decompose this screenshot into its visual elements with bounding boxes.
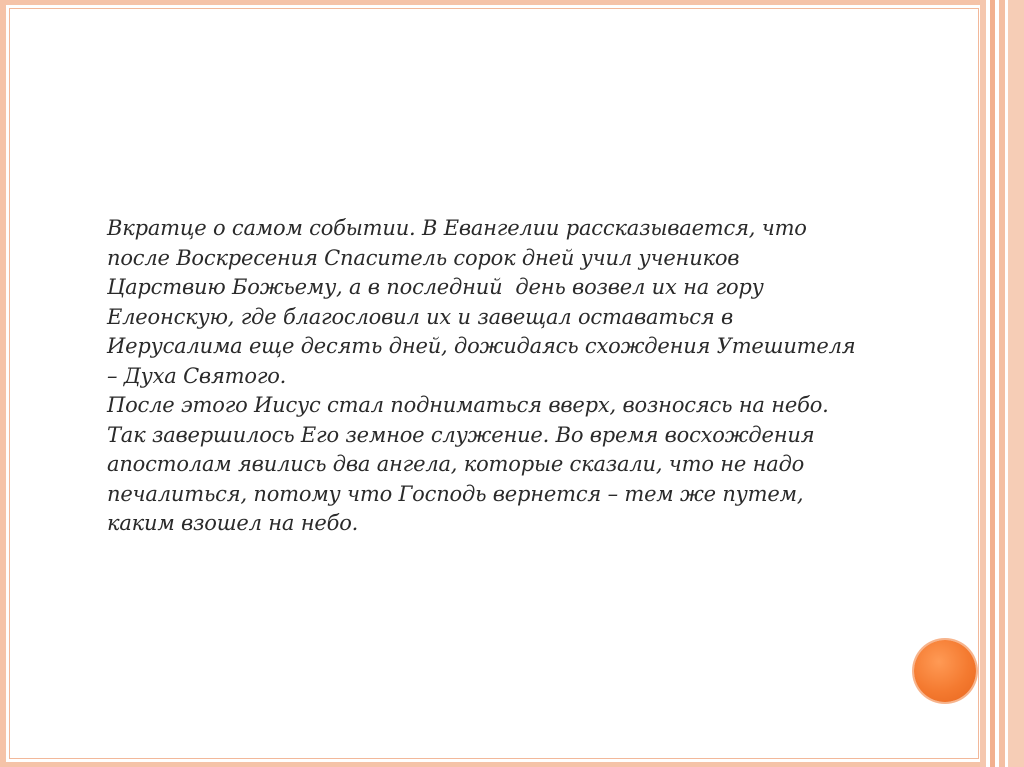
text-line: Иерусалима еще десять дней, дожидаясь схождения Утешителя xyxy=(107,334,856,358)
text-line: печалиться, потому что Господь вернется – тем же путем, xyxy=(107,481,804,506)
text-line: После этого Иисус стал подниматься вверх, возносясь на небо. xyxy=(107,393,829,417)
text-line: Так завершилось Его земное служение. Во время восхождения xyxy=(107,422,815,447)
orange-circle-decoration xyxy=(914,640,976,702)
text-line: Вкратце о самом событии. В Евангелии рассказывается, что xyxy=(107,216,807,240)
text-line: апостолам явились два ангела, которые сказали, что не надо xyxy=(107,452,805,476)
text-line: каким взошел на небо. xyxy=(107,511,359,535)
right-decor-stripe xyxy=(1008,0,1024,767)
text-line: Царствию Божьему, а в последний день возвел их на гору xyxy=(107,275,764,299)
text-line: – Духа Святого. xyxy=(107,363,287,388)
text-line: Елеонскую, где благословил их и завещал оставаться в xyxy=(107,304,734,329)
text-line: после Воскресения Спаситель сорок дней учил учеников xyxy=(107,245,740,270)
slide-body-text xyxy=(107,214,927,539)
